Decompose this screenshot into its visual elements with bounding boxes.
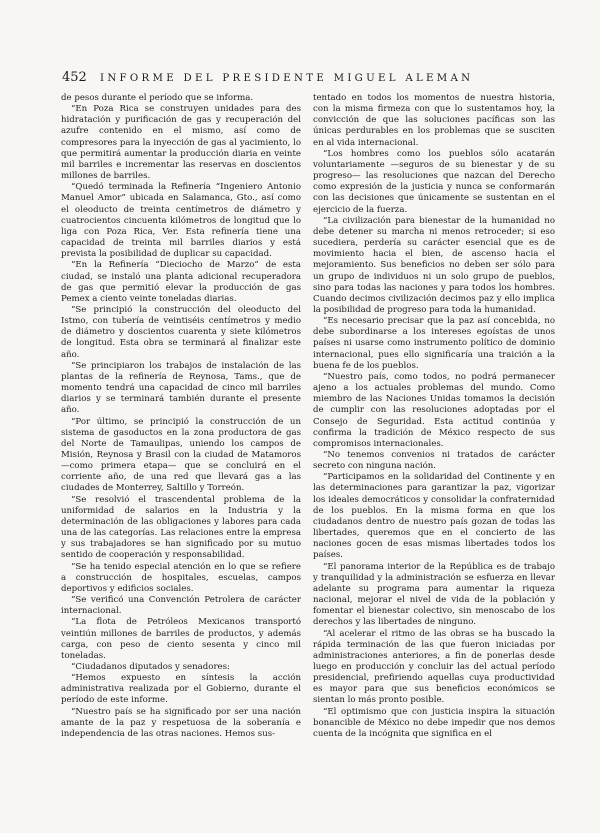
paragraph: tentado en todos los momentos de nuestra historia, con la misma firmeza con que lo sustentamos hoy, la convicción de que las soluciones pacíficas son las únicas perdurables en los problemas que se susciten en al vida internacional.	[313, 93, 555, 148]
left-column	[61, 93, 301, 740]
paragraph: “En la Refinería “Dieciocho de Marzo” de esta ciudad, se instaló una planta adicional recuperadora de gas que permitió elevar la producción de gas Pemex a ciento veinte toneladas diarias.	[61, 260, 301, 304]
paragraph: “Nuestro país se ha significado por ser una nación amante de la paz y respetuosa de la soberanía e independencia de las otras naciones. Hemos sus-	[61, 706, 301, 739]
paragraph: “Quedó terminada la Refinería “Ingeniero Antonio Manuel Amor” ubicada en Salamanca, Gto., así como el oleoducto de treinta centímetros de diámetro y cuatrocientos cincuenta kilómetros de longitud que lo liga con Poza Rica, Ver. Esta refinería tiene una capacidad de treinta mil barriles diarios y está prevista la posibilidad de duplicar su capacidad.	[61, 182, 301, 260]
paragraph: “En Poza Rica se construyen unidades para des hidratación y purificación de gas y recuperación del azufre contenido en el mismo, así como de compresores para la inyección de gas al yacimiento, lo que permitirá aumentar la producción diaria en veinte mil barriles e incrementar las reservas en doscientos millones de barriles.	[61, 104, 301, 182]
paragraph: “Los hombres como los pueblos sólo acatarán voluntariamente —seguros de su bienestar y de su progreso— las resoluciones que nazcan del Derecho como expresión de la justicia y nunca se conformarán con las decisiones que únicamente se sustentan en el ejercicio de la fuerza.	[313, 148, 555, 215]
paragraph: “Se principiaron los trabajos de instalación de las plantas de la refinería de Reynosa, Tams., que de momento tendrá una capacidad de cinco mil barriles diarios y se terminará también durante el presente año.	[61, 360, 301, 416]
paragraph: “Ciudadanos diputados y senadores:	[71, 661, 230, 672]
paragraph: “El optimismo que con justicia inspira la situación bonancible de México no debe impedir que nos demos cuenta de la incógnita que significa en el	[313, 706, 555, 739]
paragraph: “Nuestro país, como todos, no podrá permanecer ajeno a los actuales problemas del mundo. Como miembro de las Naciones Unidas tomamos la decisión de cumplir con las resoluciones adoptadas por el Consejo de Seguridad. Esta actitud continúa y confirma la tradición de México respecto de sus compromisos internacionales.	[313, 371, 555, 449]
paragraph: “Hemos expuesto en síntesis la acción administrativa realizada por el Gobierno, durante el período de este informe.	[61, 673, 301, 706]
paragraph: “No tenemos convenios ni tratados de carácter secreto con ninguna nación.	[313, 450, 555, 472]
page-number: 452	[62, 70, 87, 85]
paragraph: “Se ha tenido especial atención en lo que se refiere a construcción de hospitales, escuelas, campos deportivos y edificios sociales.	[61, 561, 301, 594]
paragraph: de pesos durante el período que se informa.	[61, 93, 254, 103]
paragraph: “Se principió la construcción del oleoducto del Istmo, con tubería de veintiséis centímetros y medio de diámetro y doscientos cuarenta y siete kilómetros de longitud. Esta obra se terminará al finalizar este año.	[61, 304, 301, 360]
paragraph: “Se resolvió el trascendental problema de la uniformidad de salarios en la Industria y la determinación de las obligaciones y labores para cada una de las categorías. Las relaciones entre la empresa y sus trabajadores se han significado por su mutuo sentido de cooperación y responsabilidad.	[61, 494, 301, 561]
paragraph: “Por último, se principió la construcción de un sistema de gasoductos en la zona productora de gas del Norte de Tamaulipas, uniendo los campos de Misión, Reynosa y Brasil con la ciudad de Matamoros —como primera etapa— que se concluirá en el corriente año, de una red que llevará gas a las ciudades de Monterrey, Saltillo y Torreón.	[61, 416, 301, 494]
paragraph: “La flota de Petróleos Mexicanos transportó veintiún millones de barriles de productos, y además carga, con peso de ciento sesenta y cinco mil toneladas.	[61, 617, 301, 661]
page-header	[62, 70, 542, 86]
paragraph: “Es necesario precisar que la paz así concebida, no debe subordinarse a los intereses egoístas de unos países ni usarse como instrumento político de dominio internacional, pues ello significaría una traición a la buena fe de los pueblos.	[313, 316, 555, 371]
running-title: INFORME DEL PRESIDENTE MIGUEL ALEMAN	[100, 73, 474, 84]
paragraph: “La civilización para bienestar de la humanidad no debe detener su marcha ni menos retroceder; si eso sucediera, perdería su carácter esencial que es de movimiento hacia el bien, de ascenso hacia el mejoramiento. Sus beneficios no deben ser sólo para un grupo de individuos ni un solo grupo de pueblos, sino para todas las naciones y para todos los hombres. Cuando decimos civilización decimos paz y ello implica la posibilidad de progreso para toda la humanidad.	[313, 215, 555, 315]
paragraph: “Participamos en la solidaridad del Continente y en las determinaciones para garantizar la paz, vigorizar los ideales democráticos y consolidar la confraternidad de los pueblos. En la misma forma en que los ciudadanos dentro de nuestro país gozan de todas las libertades, queremos que en el concierto de las naciones gocen de esas mismas libertades todos los países.	[313, 472, 555, 561]
paragraph: “Al acelerar el ritmo de las obras se ha buscado la rápida terminación de las que fueron iniciadas por administraciones anteriores, a fin de ponerlas desde luego en producción y concluir las del actual período presidencial, prefiriendo aquellas cuya productividad es mayor para que sus beneficios económicos se sientan lo más pronto posible.	[313, 628, 555, 706]
paragraph: “Se verificó una Convención Petrolera de carácter internacional.	[61, 595, 301, 617]
right-column	[313, 93, 555, 740]
paragraph: “El panorama interior de la República es de trabajo y tranquilidad y la administración se esfuerza en llevar adelante su programa para aumentar la riqueza nacional, mejorar el nivel de vida de la población y fomentar el bienestar colectivo, sin menoscabo de los derechos y las libertades de ninguno.	[313, 561, 555, 628]
